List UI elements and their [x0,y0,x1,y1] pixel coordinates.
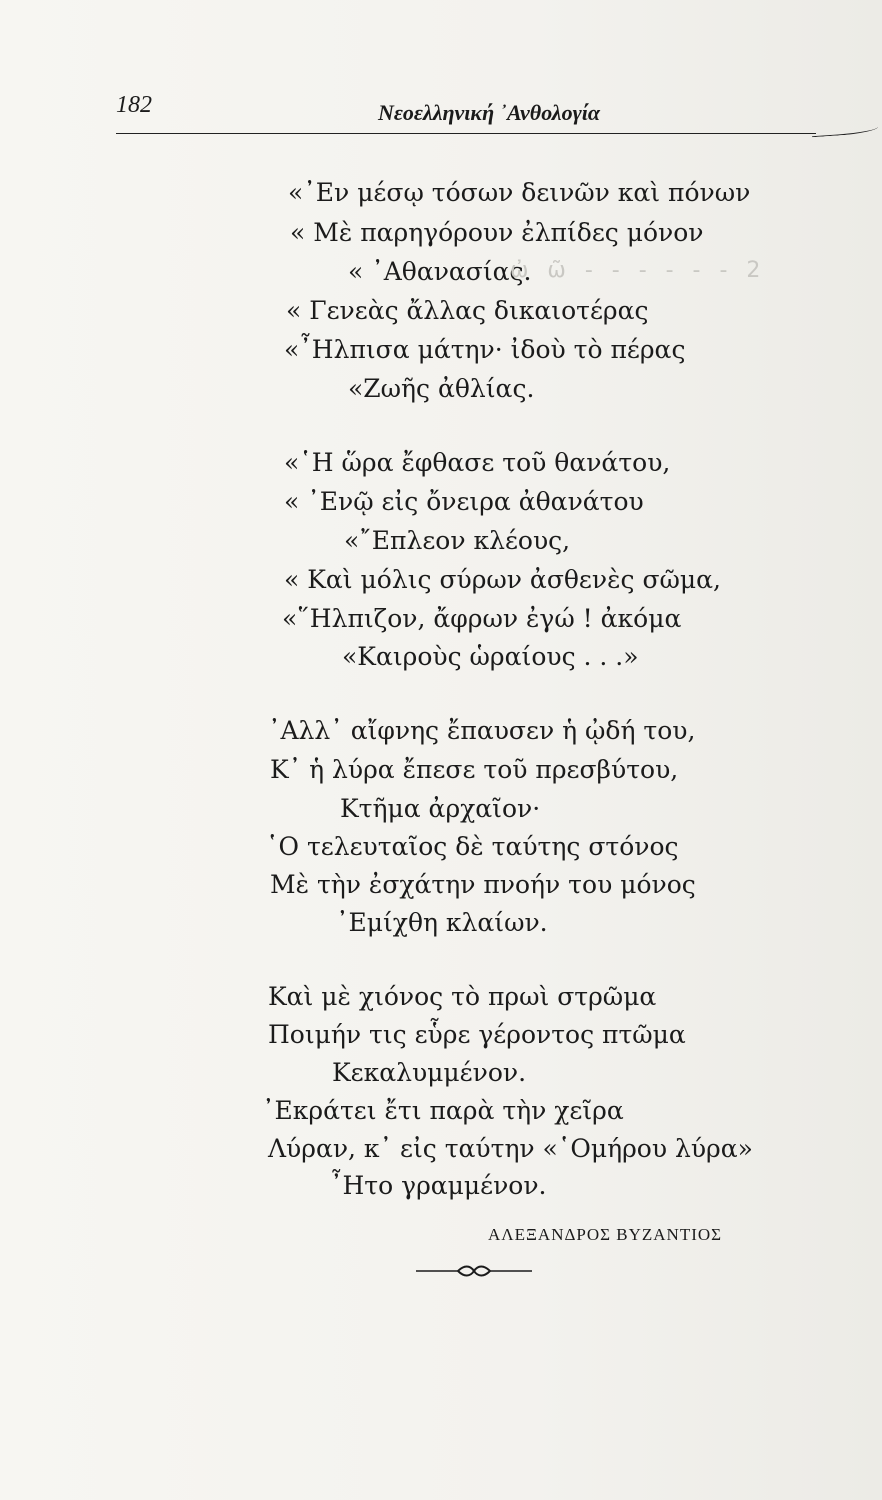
poem-line: Κεκαλυμμένον. [332,1058,527,1087]
poem-line: Κ᾿ ἡ λύρα ἔπεσε τοῦ πρεσβύτου, [270,755,679,784]
poem-line: « ᾿Ενῷ εἰς ὄνειρα ἀθανάτου [284,487,644,516]
poem-line: «Καιροὺς ὡραίους . . .» [342,642,639,671]
poem-line: « Γενεὰς ἄλλας δικαιοτέρας [286,296,649,325]
header-rule-tail [812,126,878,138]
poem-line: « Μὲ παρηγόρουν ἐλπίδες μόνον [290,218,704,247]
poem-line: Λύραν, κ᾿ εἰς ταύτην «῾Ομήρου λύρα» [268,1134,753,1163]
poem-line: ῾Ο τελευταῖος δὲ ταύτης στόνος [266,832,679,861]
page-number: 182 [116,92,152,118]
pencil-annotation: ὠ ῶ - - - - - - 2 [510,258,767,283]
poem-line: «᾿Εν μέσῳ τόσων δεινῶν καὶ πόνων [288,178,751,207]
poem-line: « ᾿Αθανασίας. [348,257,532,286]
poem-line: «῞Ηλπιζον, ἄφρων ἐγώ ! ἀκόμα [282,604,682,633]
poem-line: «῾Η ὥρα ἔφθασε τοῦ θανάτου, [284,448,671,477]
poem-line: ᾿Αλλ᾿ αἴφνης ἔπαυσεν ἡ ᾠδή του, [268,716,696,745]
author-signature: ΑΛΕΞΑΝΔΡΟΣ ΒΥΖΑΝΤΙΟΣ [488,1225,723,1244]
poem-line: «῏Ηλπισα μάτην· ἰδοὺ τὸ πέρας [284,335,686,364]
poem-line: ᾿Εμίχθη κλαίων. [336,908,548,937]
poem-line: « Καὶ μόλις σύρων ἀσθενὲς σῶμα, [284,565,721,594]
poem-line: ῏Ητο γραμμένον. [330,1171,547,1200]
poem-line: «Ζωῆς ἀθλίας. [348,374,535,403]
end-ornament [414,1264,534,1278]
running-title: Νεοελληνική ᾿Ανθολογία [378,100,600,125]
poem-line: Κτῆμα ἀρχαῖον· [340,794,541,823]
header-rule [116,133,816,134]
poem-line: ᾿Εκράτει ἔτι παρὰ τὴν χεῖρα [262,1096,624,1125]
poem-line: Καὶ μὲ χιόνος τὸ πρωὶ στρῶμα [268,982,657,1011]
poem-line: Μὲ τὴν ἐσχάτην πνοήν του μόνος [270,870,696,899]
poem-line: «῎Επλεον κλέους, [344,526,571,555]
poem-line: Ποιμήν τις εὗρε γέροντος πτῶμα [268,1020,686,1049]
